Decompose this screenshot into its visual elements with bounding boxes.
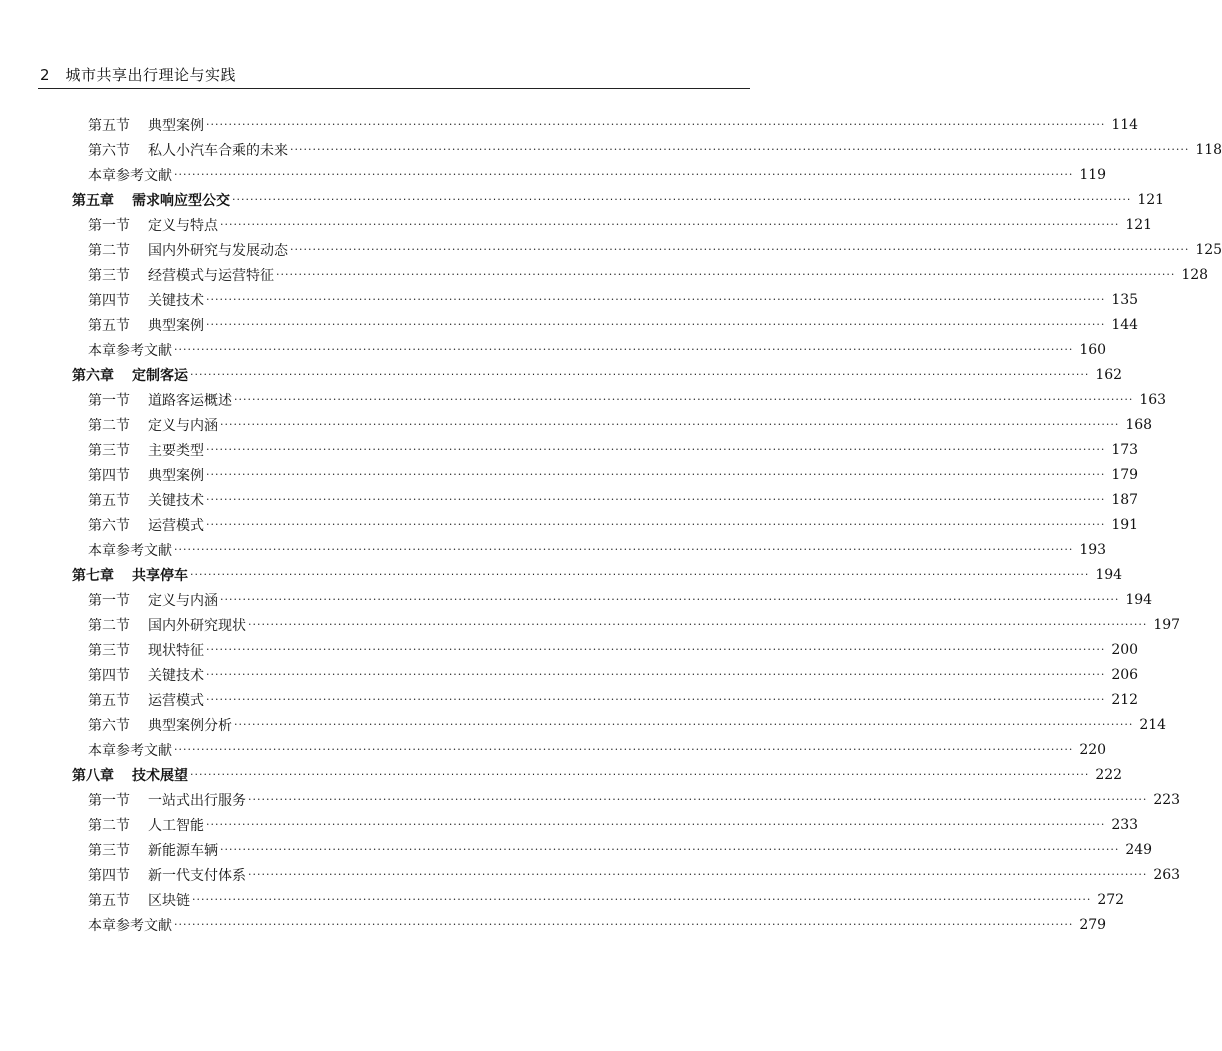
toc-entry-number: 第六节 bbox=[88, 517, 130, 534]
toc-section-row[interactable] bbox=[0, 837, 1153, 862]
book-title: 城市共享出行理论与实践 bbox=[65, 66, 237, 84]
toc-entry-title: 定义与特点 bbox=[148, 217, 218, 234]
toc-entry-number: 第八章 bbox=[72, 767, 114, 784]
toc-section-row[interactable] bbox=[0, 887, 1125, 912]
toc-references-row[interactable] bbox=[0, 537, 1107, 562]
dot-leader: ········································································································································································································ bbox=[206, 693, 1106, 706]
dot-leader: ········································································································································································································ bbox=[232, 193, 1132, 206]
header-rule bbox=[38, 88, 750, 89]
toc-section-row[interactable] bbox=[0, 662, 1139, 687]
toc-entry-title: 人工智能 bbox=[148, 817, 204, 834]
toc-entry-number: 第五节 bbox=[88, 117, 130, 134]
toc-entry-title: 新一代支付体系 bbox=[148, 867, 246, 884]
toc-section-row[interactable] bbox=[0, 387, 1167, 412]
dot-leader: ········································································································································································································ bbox=[248, 868, 1148, 881]
toc-section-row[interactable] bbox=[0, 137, 1222, 162]
toc-entry-title: 技术展望 bbox=[132, 767, 188, 784]
toc-entry-number: 第二节 bbox=[88, 817, 130, 834]
toc-entry-number: 第七章 bbox=[72, 567, 114, 584]
toc-entry-page: 263 bbox=[1153, 866, 1181, 883]
toc-entry-number: 第五节 bbox=[88, 492, 130, 509]
toc-entry-number: 第一节 bbox=[88, 217, 130, 234]
toc-section-row[interactable] bbox=[0, 787, 1181, 812]
toc-entry-title: 本章参考文献 bbox=[88, 917, 172, 934]
toc-entry-number: 第四节 bbox=[88, 292, 130, 309]
toc-chapter-row[interactable] bbox=[0, 362, 1123, 387]
page-header bbox=[40, 64, 236, 85]
dot-leader: ········································································································································································································ bbox=[248, 793, 1148, 806]
dot-leader: ········································································································································································································ bbox=[234, 718, 1134, 731]
toc-entry-page: 223 bbox=[1153, 791, 1181, 808]
toc-section-row[interactable] bbox=[0, 462, 1139, 487]
toc-entry-page: 200 bbox=[1111, 641, 1139, 658]
toc-section-row[interactable] bbox=[0, 487, 1139, 512]
dot-leader: ········································································································································································································ bbox=[192, 893, 1092, 906]
toc-section-row[interactable] bbox=[0, 212, 1153, 237]
toc-entry-title: 经营模式与运营特征 bbox=[148, 267, 274, 284]
table-of-contents bbox=[0, 112, 1222, 937]
toc-entry-title: 国内外研究现状 bbox=[148, 617, 246, 634]
toc-entry-number: 第三节 bbox=[88, 442, 130, 459]
toc-entry-number: 第五节 bbox=[88, 692, 130, 709]
toc-section-row[interactable] bbox=[0, 437, 1139, 462]
dot-leader: ········································································································································································································ bbox=[206, 493, 1106, 506]
toc-entry-page: 233 bbox=[1111, 816, 1139, 833]
toc-entry-title: 关键技术 bbox=[148, 492, 204, 509]
toc-entry-title: 新能源车辆 bbox=[148, 842, 218, 859]
toc-chapter-row[interactable] bbox=[0, 187, 1165, 212]
toc-entry-number: 第二节 bbox=[88, 417, 130, 434]
toc-chapter-row[interactable] bbox=[0, 562, 1123, 587]
toc-entry-page: 212 bbox=[1111, 691, 1139, 708]
toc-entry-page: 121 bbox=[1125, 216, 1153, 233]
dot-leader: ········································································································································································································ bbox=[190, 568, 1090, 581]
toc-entry-title: 定义与内涵 bbox=[148, 417, 218, 434]
dot-leader: ········································································································································································································ bbox=[220, 593, 1120, 606]
toc-entry-title: 典型案例分析 bbox=[148, 717, 232, 734]
toc-entry-page: 125 bbox=[1195, 241, 1222, 258]
dot-leader: ········································································································································································································ bbox=[290, 143, 1190, 156]
toc-entry-number: 第二节 bbox=[88, 617, 130, 634]
dot-leader: ········································································································································································································ bbox=[206, 118, 1106, 131]
toc-entry-title: 私人小汽车合乘的未来 bbox=[148, 142, 288, 159]
toc-entry-title: 本章参考文献 bbox=[88, 542, 172, 559]
toc-entry-page: 173 bbox=[1111, 441, 1139, 458]
dot-leader: ········································································································································································································ bbox=[190, 368, 1090, 381]
toc-entry-number: 第五节 bbox=[88, 892, 130, 909]
dot-leader: ········································································································································································································ bbox=[206, 668, 1106, 681]
toc-entry-title: 关键技术 bbox=[148, 292, 204, 309]
toc-entry-number: 第一节 bbox=[88, 792, 130, 809]
toc-entry-title: 本章参考文献 bbox=[88, 342, 172, 359]
dot-leader: ········································································································································································································ bbox=[234, 393, 1134, 406]
toc-entry-page: 162 bbox=[1095, 366, 1123, 383]
dot-leader: ········································································································································································································ bbox=[174, 543, 1074, 556]
toc-entry-page: 119 bbox=[1079, 166, 1107, 183]
dot-leader: ········································································································································································································ bbox=[174, 743, 1074, 756]
toc-entry-page: 206 bbox=[1111, 666, 1139, 683]
toc-entry-title: 共享停车 bbox=[132, 567, 188, 584]
toc-entry-page: 220 bbox=[1079, 741, 1107, 758]
toc-section-row[interactable] bbox=[0, 612, 1181, 637]
toc-entry-number: 第六节 bbox=[88, 717, 130, 734]
toc-entry-page: 249 bbox=[1125, 841, 1153, 858]
dot-leader: ········································································································································································································ bbox=[190, 768, 1090, 781]
toc-entry-title: 现状特征 bbox=[148, 642, 204, 659]
toc-entry-page: 128 bbox=[1181, 266, 1209, 283]
toc-entry-number: 第四节 bbox=[88, 867, 130, 884]
toc-entry-title: 国内外研究与发展动态 bbox=[148, 242, 288, 259]
toc-entry-title: 定义与内涵 bbox=[148, 592, 218, 609]
toc-references-row[interactable] bbox=[0, 337, 1107, 362]
toc-section-row[interactable] bbox=[0, 112, 1139, 137]
toc-section-row[interactable] bbox=[0, 687, 1139, 712]
toc-references-row[interactable] bbox=[0, 912, 1107, 937]
toc-entry-page: 114 bbox=[1111, 116, 1139, 133]
toc-entry-number: 第三节 bbox=[88, 267, 130, 284]
toc-section-row[interactable] bbox=[0, 237, 1222, 262]
dot-leader: ········································································································································································································ bbox=[206, 818, 1106, 831]
toc-entry-number: 第三节 bbox=[88, 642, 130, 659]
toc-entry-title: 本章参考文献 bbox=[88, 167, 172, 184]
toc-entry-title: 本章参考文献 bbox=[88, 742, 172, 759]
toc-chapter-row[interactable] bbox=[0, 762, 1123, 787]
toc-entry-page: 194 bbox=[1125, 591, 1153, 608]
toc-entry-number: 第五节 bbox=[88, 317, 130, 334]
dot-leader: ········································································································································································································ bbox=[220, 418, 1120, 431]
toc-entry-page: 194 bbox=[1095, 566, 1123, 583]
page-number: 2 bbox=[40, 66, 50, 84]
toc-entry-title: 典型案例 bbox=[148, 117, 204, 134]
toc-section-row[interactable] bbox=[0, 312, 1139, 337]
toc-entry-title: 典型案例 bbox=[148, 317, 204, 334]
toc-entry-title: 主要类型 bbox=[148, 442, 204, 459]
toc-section-row[interactable] bbox=[0, 587, 1153, 612]
dot-leader: ········································································································································································································ bbox=[276, 268, 1176, 281]
dot-leader: ········································································································································································································ bbox=[220, 843, 1120, 856]
toc-entry-number: 第三节 bbox=[88, 842, 130, 859]
toc-references-row[interactable] bbox=[0, 162, 1107, 187]
dot-leader: ········································································································································································································ bbox=[220, 218, 1120, 231]
toc-entry-title: 需求响应型公交 bbox=[132, 192, 230, 209]
toc-entry-page: 118 bbox=[1195, 141, 1222, 158]
toc-entry-page: 191 bbox=[1111, 516, 1139, 533]
dot-leader: ········································································································································································································ bbox=[206, 318, 1106, 331]
dot-leader: ········································································································································································································ bbox=[174, 918, 1074, 931]
toc-entry-number: 第四节 bbox=[88, 467, 130, 484]
toc-references-row[interactable] bbox=[0, 737, 1107, 762]
toc-entry-page: 144 bbox=[1111, 316, 1139, 333]
toc-section-row[interactable] bbox=[0, 637, 1139, 662]
toc-entry-number: 第一节 bbox=[88, 592, 130, 609]
toc-entry-page: 279 bbox=[1079, 916, 1107, 933]
toc-entry-number: 第四节 bbox=[88, 667, 130, 684]
dot-leader: ········································································································································································································ bbox=[206, 443, 1106, 456]
dot-leader: ········································································································································································································ bbox=[290, 243, 1190, 256]
toc-entry-page: 187 bbox=[1111, 491, 1139, 508]
toc-entry-page: 121 bbox=[1137, 191, 1165, 208]
toc-entry-title: 定制客运 bbox=[132, 367, 188, 384]
toc-entry-title: 一站式出行服务 bbox=[148, 792, 246, 809]
toc-entry-page: 168 bbox=[1125, 416, 1153, 433]
toc-section-row[interactable] bbox=[0, 512, 1139, 537]
toc-entry-number: 第六章 bbox=[72, 367, 114, 384]
toc-entry-page: 193 bbox=[1079, 541, 1107, 558]
toc-entry-title: 运营模式 bbox=[148, 517, 204, 534]
dot-leader: ········································································································································································································ bbox=[248, 618, 1148, 631]
toc-entry-page: 214 bbox=[1139, 716, 1167, 733]
toc-entry-page: 135 bbox=[1111, 291, 1139, 308]
toc-section-row[interactable] bbox=[0, 862, 1181, 887]
dot-leader: ········································································································································································································ bbox=[174, 168, 1074, 181]
toc-entry-number: 第二节 bbox=[88, 242, 130, 259]
toc-entry-title: 道路客运概述 bbox=[148, 392, 232, 409]
toc-section-row[interactable] bbox=[0, 287, 1139, 312]
toc-entry-page: 272 bbox=[1097, 891, 1125, 908]
toc-entry-title: 关键技术 bbox=[148, 667, 204, 684]
dot-leader: ········································································································································································································ bbox=[206, 518, 1106, 531]
toc-entry-number: 第一节 bbox=[88, 392, 130, 409]
dot-leader: ········································································································································································································ bbox=[206, 643, 1106, 656]
dot-leader: ········································································································································································································ bbox=[206, 468, 1106, 481]
toc-entry-title: 典型案例 bbox=[148, 467, 204, 484]
toc-section-row[interactable] bbox=[0, 262, 1209, 287]
toc-entry-page: 179 bbox=[1111, 466, 1139, 483]
toc-section-row[interactable] bbox=[0, 812, 1139, 837]
dot-leader: ········································································································································································································ bbox=[206, 293, 1106, 306]
toc-entry-title: 运营模式 bbox=[148, 692, 204, 709]
toc-entry-page: 163 bbox=[1139, 391, 1167, 408]
toc-entry-page: 160 bbox=[1079, 341, 1107, 358]
toc-entry-page: 222 bbox=[1095, 766, 1123, 783]
dot-leader: ········································································································································································································ bbox=[174, 343, 1074, 356]
toc-entry-number: 第五章 bbox=[72, 192, 114, 209]
toc-entry-title: 区块链 bbox=[148, 892, 190, 909]
toc-entry-number: 第六节 bbox=[88, 142, 130, 159]
toc-section-row[interactable] bbox=[0, 712, 1167, 737]
toc-section-row[interactable] bbox=[0, 412, 1153, 437]
toc-entry-page: 197 bbox=[1153, 616, 1181, 633]
